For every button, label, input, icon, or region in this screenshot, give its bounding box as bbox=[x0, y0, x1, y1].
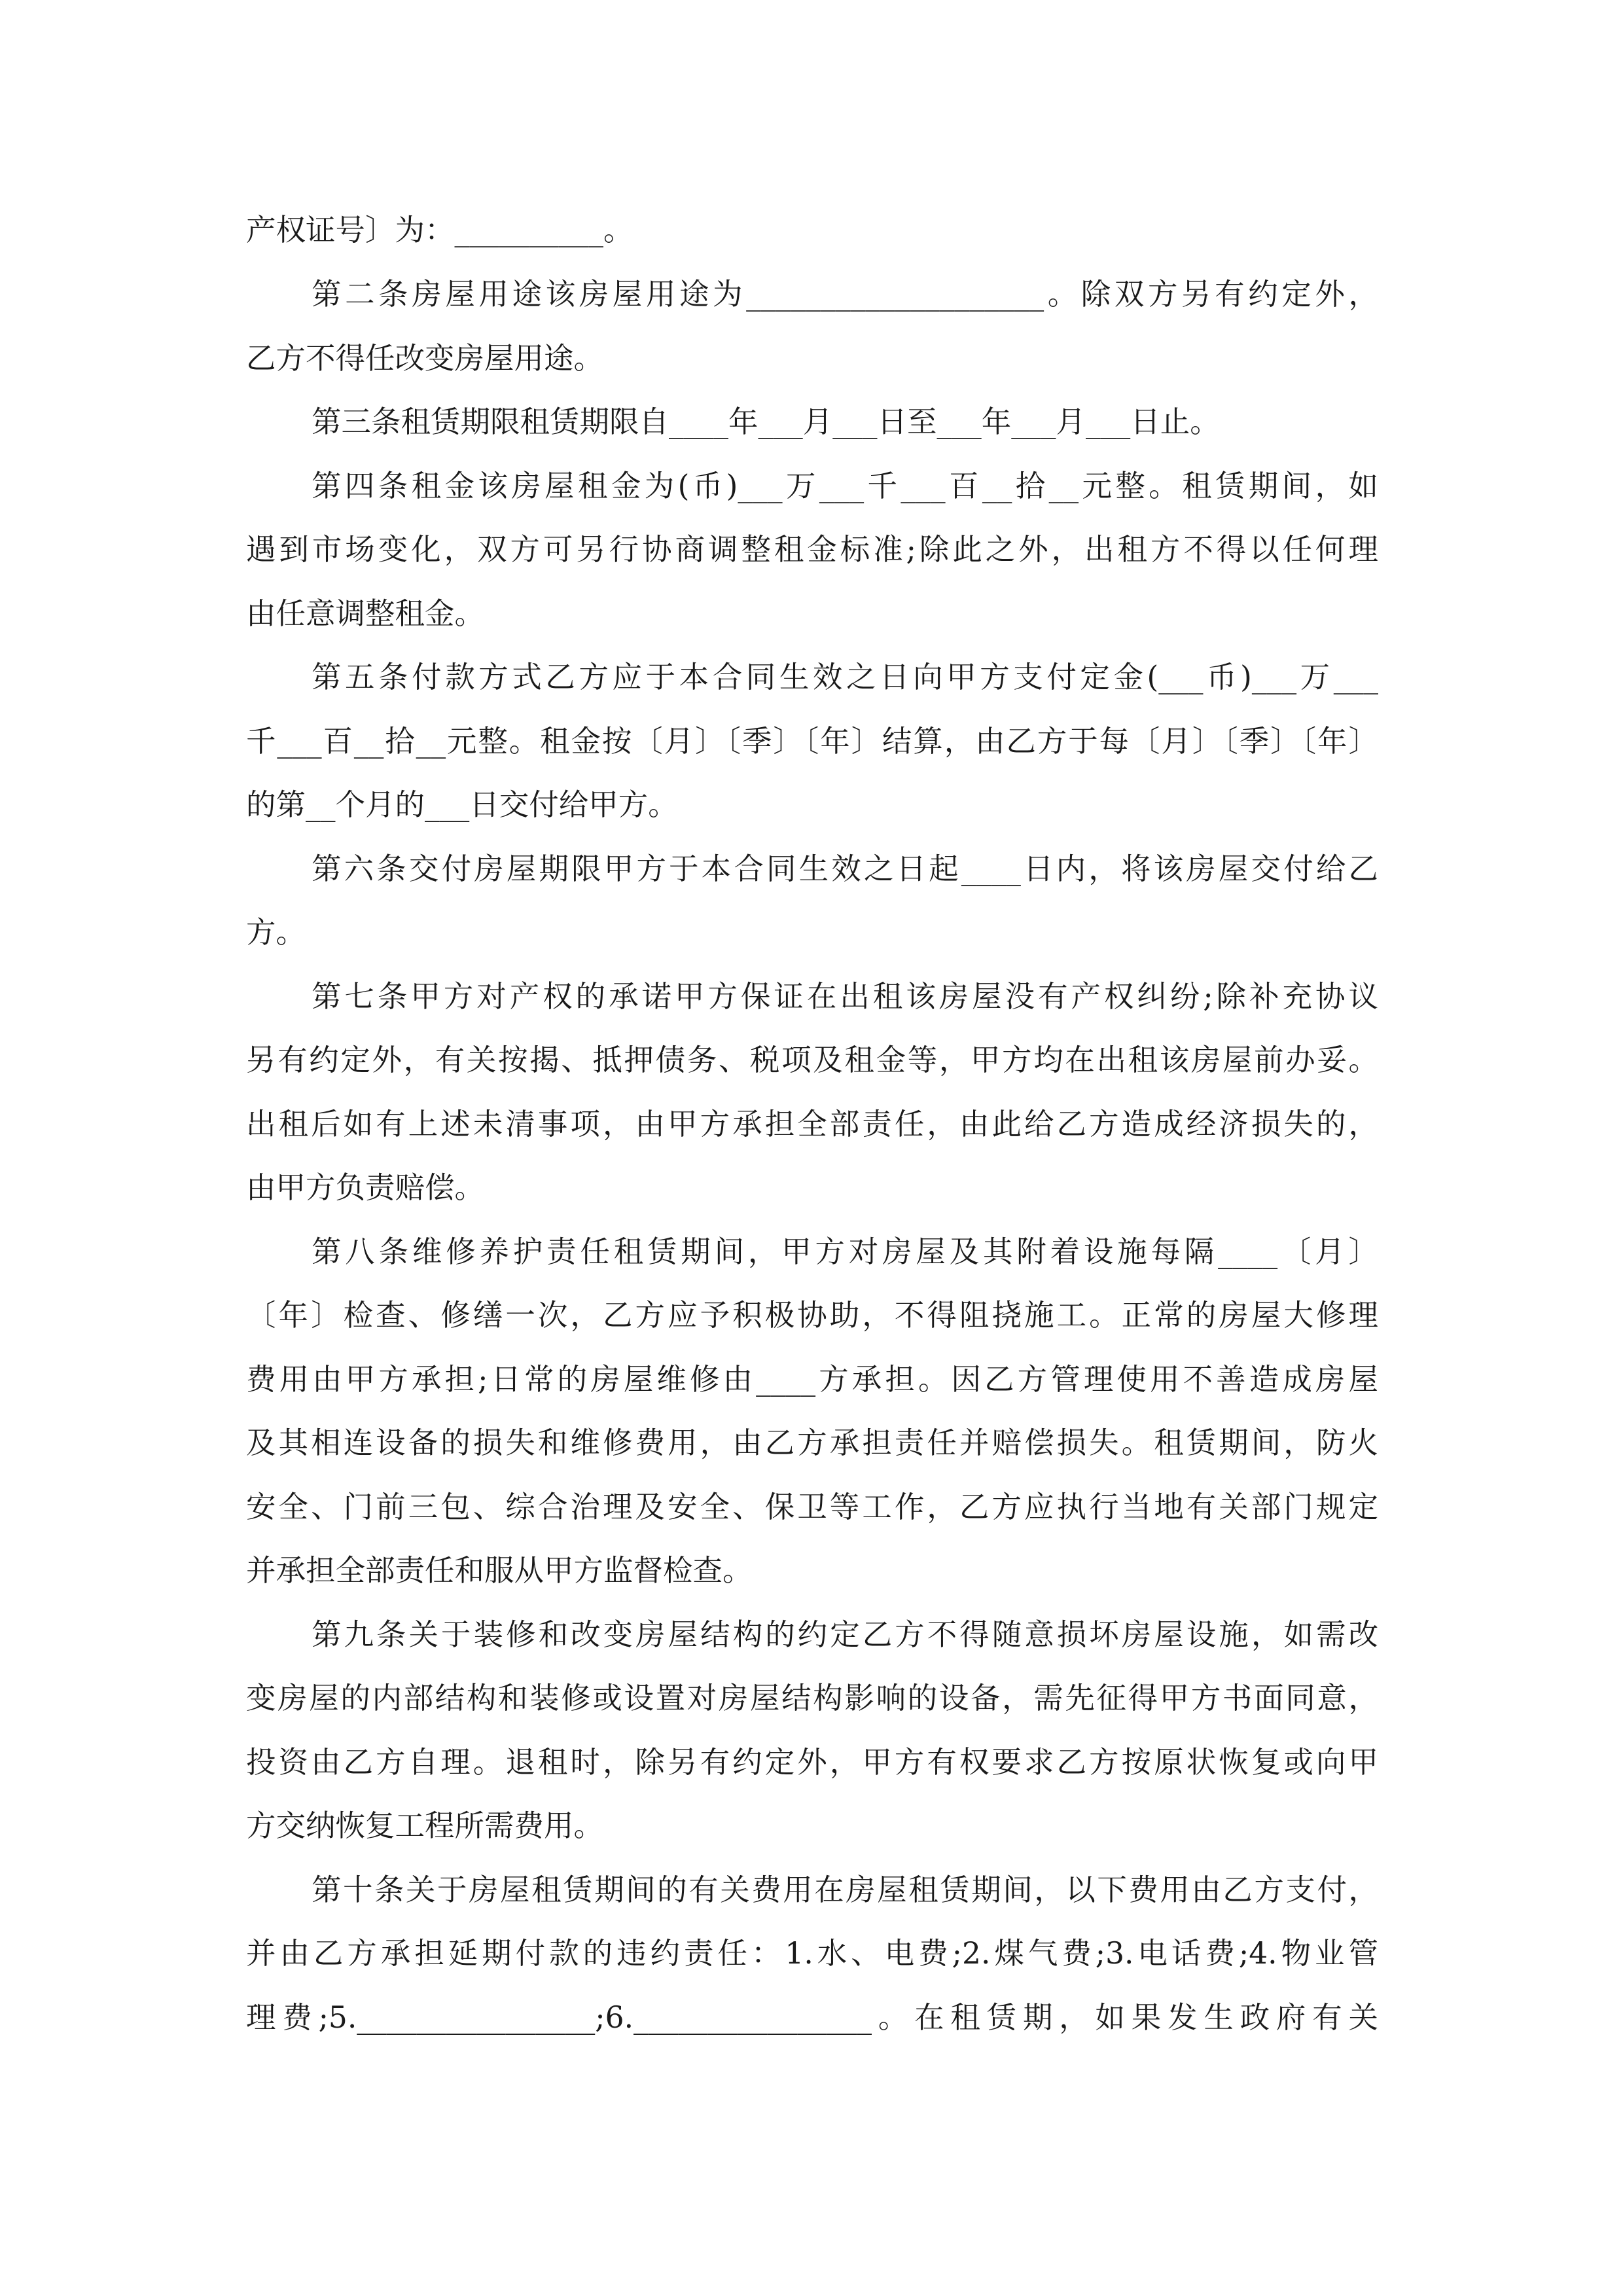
text-line: 变房屋的内部结构和装修或设置对房屋结构影响的设备，需先征得甲方书面同意， bbox=[246, 1681, 1378, 1715]
text-line: 费用由甲方承担;日常的房屋维修由____方承担。因乙方管理使用不善造成房屋 bbox=[246, 1362, 1378, 1397]
text-line: 并由乙方承担延期付款的违约责任：1.水、电费;2.煤气费;3.电话费;4.物业管 bbox=[246, 1936, 1378, 1971]
text-line: 第八条维修养护责任租赁期间，甲方对房屋及其附着设施每隔____〔月〕 bbox=[312, 1234, 1378, 1269]
text-line: 由甲方负责赔偿。 bbox=[246, 1170, 485, 1205]
text-line: 并承担全部责任和服从甲方监督检查。 bbox=[246, 1553, 753, 1588]
text-line: 第三条租赁期限租赁期限自____年___月___日至___年___月___日止。 bbox=[312, 404, 1220, 439]
text-line: 的第__个月的___日交付给甲方。 bbox=[246, 787, 678, 822]
text-line: 出租后如有上述未清事项，由甲方承担全部责任，由此给乙方造成经济损失的， bbox=[246, 1107, 1378, 1141]
text-line: 投资由乙方自理。退租时，除另有约定外，甲方有权要求乙方按原状恢复或向甲 bbox=[246, 1745, 1378, 1780]
text-line: 第四条租金该房屋租金为(币)___万___千___百__拾__元整。租赁期间，如 bbox=[312, 469, 1378, 503]
text-line: 及其相连设备的损失和维修费用，由乙方承担责任并赔偿损失。租赁期间，防火 bbox=[246, 1426, 1378, 1460]
text-line: 安全、门前三包、综合治理及安全、保卫等工作，乙方应执行当地有关部门规定 bbox=[246, 1490, 1378, 1524]
text-line: 第七条甲方对产权的承诺甲方保证在出租该房屋没有产权纠纷;除补充协议 bbox=[312, 979, 1378, 1014]
text-line: 第五条付款方式乙方应于本合同生效之日向甲方支付定金(___币)___万___ bbox=[312, 660, 1378, 694]
text-line: 第十条关于房屋租赁期间的有关费用在房屋租赁期间，以下费用由乙方支付， bbox=[312, 1873, 1378, 1907]
text-line: 千___百__拾__元整。租金按〔月〕〔季〕〔年〕结算，由乙方于每〔月〕〔季〕〔年〕 bbox=[246, 724, 1378, 759]
text-line: 乙方不得任改变房屋用途。 bbox=[246, 341, 604, 376]
text-line: 另有约定外，有关按揭、抵押债务、税项及租金等，甲方均在出租该房屋前办妥。 bbox=[246, 1043, 1378, 1077]
text-line: 〔年〕检查、修缮一次，乙方应予积极协助，不得阻挠施工。正常的房屋大修理 bbox=[246, 1298, 1378, 1333]
text-line: 理费;5.________________;6.________________。在租赁期，如果发生政府有关 bbox=[246, 2000, 1378, 2035]
text-line: 第六条交付房屋期限甲方于本合同生效之日起____日内，将该房屋交付给乙 bbox=[312, 852, 1378, 886]
text-line: 第九条关于装修和改变房屋结构的约定乙方不得随意损坏房屋设施，如需改 bbox=[312, 1617, 1378, 1652]
text-line: 由任意调整租金。 bbox=[246, 596, 485, 631]
text-line: 方。 bbox=[246, 915, 306, 950]
text-line: 第二条房屋用途该房屋用途为____________________。除双方另有约定外， bbox=[312, 277, 1378, 312]
text-line: 方交纳恢复工程所需费用。 bbox=[246, 1808, 604, 1843]
text-line: 遇到市场变化，双方可另行协商调整租金标准;除此之外，出租方不得以任何理 bbox=[246, 532, 1378, 567]
text-line: 产权证号〕为：__________。 bbox=[246, 213, 633, 247]
